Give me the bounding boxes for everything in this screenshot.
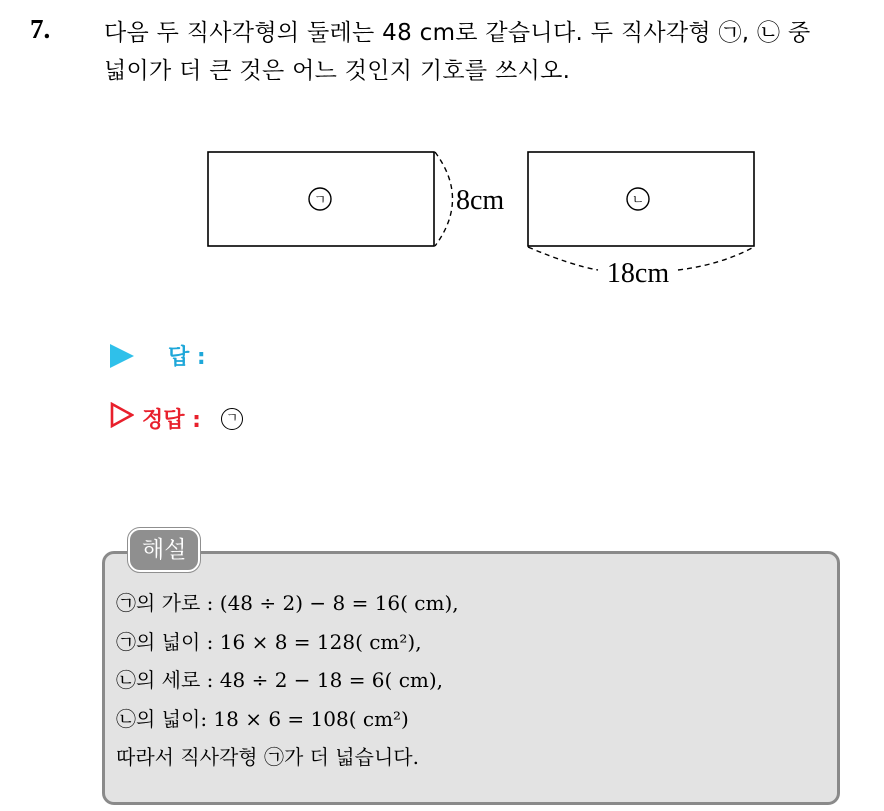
- solution-line-1: ㉠의 가로 : (48 ÷ 2) − 8 = 16( cm),: [116, 591, 459, 615]
- solution-tag: 해설: [128, 528, 200, 572]
- solution-line-4: ㉡의 넓이: 18 × 6 = 108( cm²): [116, 706, 409, 731]
- solution-lines: [116, 584, 459, 777]
- width-dimension-arc-left: [528, 247, 598, 270]
- answer-label: 답 :: [168, 345, 206, 370]
- correct-answer-label: 정답 :: [142, 407, 201, 433]
- rectangle-a-label: ㄱ: [313, 192, 327, 207]
- question-text-line1: 다음 두 직사각형의 둘레는 48 cm로 같습니다. 두 직사각형 ㉠, ㉡ 중: [104, 20, 811, 46]
- width-label: 18cm: [606, 258, 670, 289]
- solution-line-3: ㉡의 세로 : 48 ÷ 2 − 18 = 6( cm),: [116, 668, 444, 692]
- rectangle-b-label: ㄴ: [631, 192, 645, 207]
- question-number: 7.: [30, 14, 51, 44]
- height-dimension-arc: [435, 152, 453, 246]
- answer-blank-row: [110, 340, 206, 371]
- solution-line-2: ㉠의 넓이 : 16 × 8 = 128( cm²),: [116, 629, 422, 654]
- rectangles-figure: [200, 140, 770, 300]
- hollow-arrow-icon: [110, 402, 134, 434]
- question-text-line2: 넓이가 더 큰 것은 어느 것인지 기호를 쓰시오.: [104, 58, 571, 84]
- play-arrow-icon: [110, 344, 134, 368]
- solution-line-5: 따라서 직사각형 ㉠가 더 넓습니다.: [116, 745, 419, 769]
- question-text: [104, 14, 874, 90]
- correct-answer-value: ㄱ: [221, 406, 243, 431]
- rectangles-svg: [200, 140, 770, 300]
- width-dimension-arc-right: [678, 247, 754, 270]
- correct-answer-row: [110, 402, 243, 434]
- height-label: 8cm: [456, 185, 505, 216]
